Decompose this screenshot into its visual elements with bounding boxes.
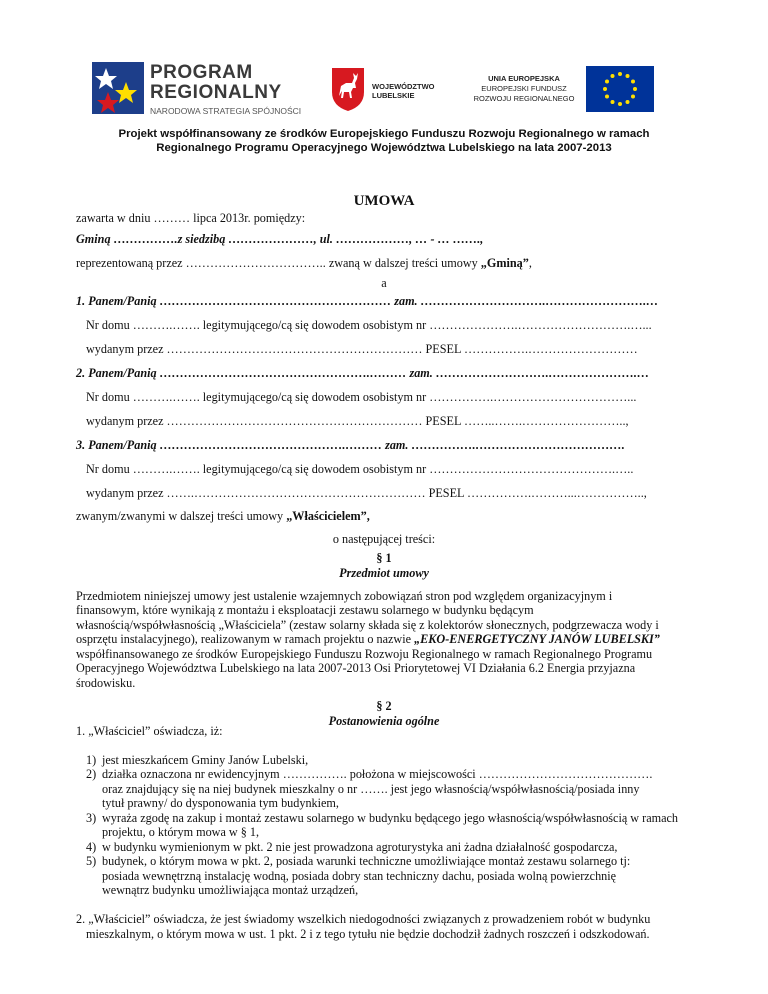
following-line: o następującej treści: xyxy=(332,532,436,546)
voivodeship-line1: WOJEWÓDZTWO xyxy=(372,82,435,91)
gmina-term: „Gminą” xyxy=(480,256,529,270)
party-3-head: 3. Panem/Panią ……………………………………….……… zam. …………….………………………………. xyxy=(76,438,625,452)
section-1-line4-text: osprzętu instalacyjnego), realizowanym w ramach projektu o nazwie xyxy=(76,632,415,646)
owner-line xyxy=(76,509,370,523)
eu-logo xyxy=(468,66,688,122)
list-item-2-line3: tytuł prawny/ do dysponowania tym budynkiem, xyxy=(102,796,339,810)
party-1-id: Nr domu ……….……. legitymującego/cą się dowodem osobistym nr ………………….……………………….…... xyxy=(86,318,652,332)
program-line2: REGIONALNY xyxy=(150,82,282,103)
list-item-1-line1: jest mieszkańcem Gminy Janów Lubelski, xyxy=(102,753,309,767)
eu-flag-icon xyxy=(586,66,654,112)
section-1-title: Przedmiot umowy xyxy=(339,566,429,580)
section-1-line3: własnością/współwłasnością „Właściciela” (zestaw solarny składa się z kolektorów słonecznych, podgrzewacza wody i xyxy=(76,618,659,632)
project-name: „EKO-ENERGETYCZNY JANÓW LUBELSKI” xyxy=(414,632,660,646)
gmina-line: Gminą …………….z siedzibą …………………, ul. ………………, … - … ……., xyxy=(76,232,484,246)
owner-term: „Właścicielem”, xyxy=(286,509,370,523)
list-item-3-line2: projektu, o którym mowa w § 1, xyxy=(102,825,260,839)
list-item-5-line1: budynek, o którym mowa w pkt. 2, posiada warunki techniczne umożliwiające montaż zestawu solarnego tj: xyxy=(102,854,631,868)
representative-comma: , xyxy=(528,256,532,270)
list-item-2-line1: działka oznaczona nr ewidencyjnym ……………. położona w miejscowości ……………………………………. xyxy=(102,767,653,781)
party-3-issued: wydanym przez …….………………………………………………… PESEL …………….………...…………….., xyxy=(86,486,647,500)
program-line1: PROGRAM xyxy=(150,62,253,83)
list-item-3-number: 3) xyxy=(86,811,97,825)
conjunction-a: a xyxy=(381,276,387,290)
program-regionalny-logo xyxy=(92,60,332,122)
section-1-number: § 1 xyxy=(376,551,392,565)
voivodeship-line2: LUBELSKIE xyxy=(372,91,415,100)
project-header-line2: Regionalnego Programu Operacyjnego Województwa Lubelskiego na lata 2007-2013 xyxy=(156,142,612,154)
section-1-line2: finansowym, które wynikają z montażu i eksploatacji zestawu solarnego w budynku będącym xyxy=(76,603,534,617)
party-3-id: Nr domu ……….……. legitymującego/cą się dowodem osobistym nr ……………………………………….….. xyxy=(86,462,634,476)
deer-crest-icon xyxy=(330,66,366,112)
list-item-2-number: 2) xyxy=(86,767,97,781)
section-2-number: § 2 xyxy=(376,699,392,713)
section-1-line6: Operacyjnego Województwa Lubelskiego na lata 2007-2013 Osi Priorytetowej VI Działania 6.2 Energia przyjazna xyxy=(76,661,636,675)
lubelskie-logo xyxy=(330,66,450,116)
section-2-paragraph-1: 1. „Właściciel” oświadcza, iż: xyxy=(76,724,223,738)
representative-line xyxy=(76,256,532,270)
project-header-line1: Projekt współfinansowany ze środków Europejskiego Funduszu Rozwoju Regionalnego w ramach xyxy=(118,128,650,140)
owner-text: zwanym/zwanymi w dalszej treści umowy xyxy=(76,509,287,523)
section-2-paragraph-2-line2: mieszkalnym, o którym mowa w ust. 1 pkt. 2 i z tego tytułu nie będzie dochodził żadnych roszczeń i odszkodowań. xyxy=(86,927,650,941)
list-item-1-number: 1) xyxy=(86,753,97,767)
list-item-5-number: 5) xyxy=(86,854,97,868)
party-1-issued: wydanym przez ……………………………………………………… PESEL …………….……………………… xyxy=(86,342,638,356)
section-2-title: Postanowienia ogólne xyxy=(328,714,440,728)
party-2-id: Nr domu ……….……. legitymującego/cą się dowodem osobistym nr …………….……………………………... xyxy=(86,390,637,404)
list-item-2-line2: oraz znajdujący się na niej budynek mieszkalny o nr ……. jest jego własnością/współwłasnością/posiada inny xyxy=(102,782,640,796)
stars-emblem-icon xyxy=(92,62,144,114)
list-item-4-number: 4) xyxy=(86,840,97,854)
section-2-paragraph-2-line1: 2. „Właściciel” oświadcza, że jest świadomy wszelkich niedogodności związanych z prowadzeniem robót w budynku xyxy=(76,912,651,926)
party-1-head: 1. Panem/Panią ………………………………………………… zam. ………………………….…………………….… xyxy=(76,294,659,308)
party-2-head: 2. Panem/Panią …………………………………………….……… zam. ……………………….………………….… xyxy=(76,366,650,380)
section-1-line7: środowisku. xyxy=(76,676,136,690)
program-line3: NARODOWA STRATEGIA SPÓJNOŚCI xyxy=(150,106,302,116)
eu-line2: EUROPEJSKI FUNDUSZ xyxy=(481,84,567,93)
section-1-line1: Przedmiotem niniejszej umowy jest ustalenie wzajemnych zobowiązań stron pod względem organizacyjnym i xyxy=(76,589,613,603)
representative-text: reprezentowaną przez …………………………….. zwaną w dalszej treści umowy xyxy=(76,256,481,270)
list-item-3-line1: wyraża zgodę na zakup i montaż zestawu solarnego w budynku będącego jego własnością/współwłasnością w ramach xyxy=(102,811,679,825)
party-2-issued: wydanym przez ……………………………………………………… PESEL ……..…….…………………….., xyxy=(86,414,629,428)
section-1-line5: współfinansowanego ze środków Europejskiego Funduszu Rozwoju Regionalnego w ramach Regionalnego Programu xyxy=(76,647,653,661)
list-item-4-line1: w budynku wymienionym w pkt. 2 nie jest prowadzona agroturystyka ani żadna działalność gospodarcza, xyxy=(102,840,618,854)
list-item-5-line3: wewnątrz budynku umożliwiająca montaż urządzeń, xyxy=(102,883,359,897)
section-1-line4 xyxy=(76,632,660,646)
eu-line1: UNIA EUROPEJSKA xyxy=(488,74,560,83)
date-line: zawarta w dniu ……… lipca 2013r. pomiędzy: xyxy=(76,211,306,225)
list-item-5-line2: posiada wewnętrzną instalację wodną, posiada dobry stan techniczny dachu, posiada wolną powierzchnię xyxy=(102,869,617,883)
document-title: UMOWA xyxy=(353,193,415,209)
eu-line3: ROZWOJU REGIONALNEGO xyxy=(473,94,575,103)
